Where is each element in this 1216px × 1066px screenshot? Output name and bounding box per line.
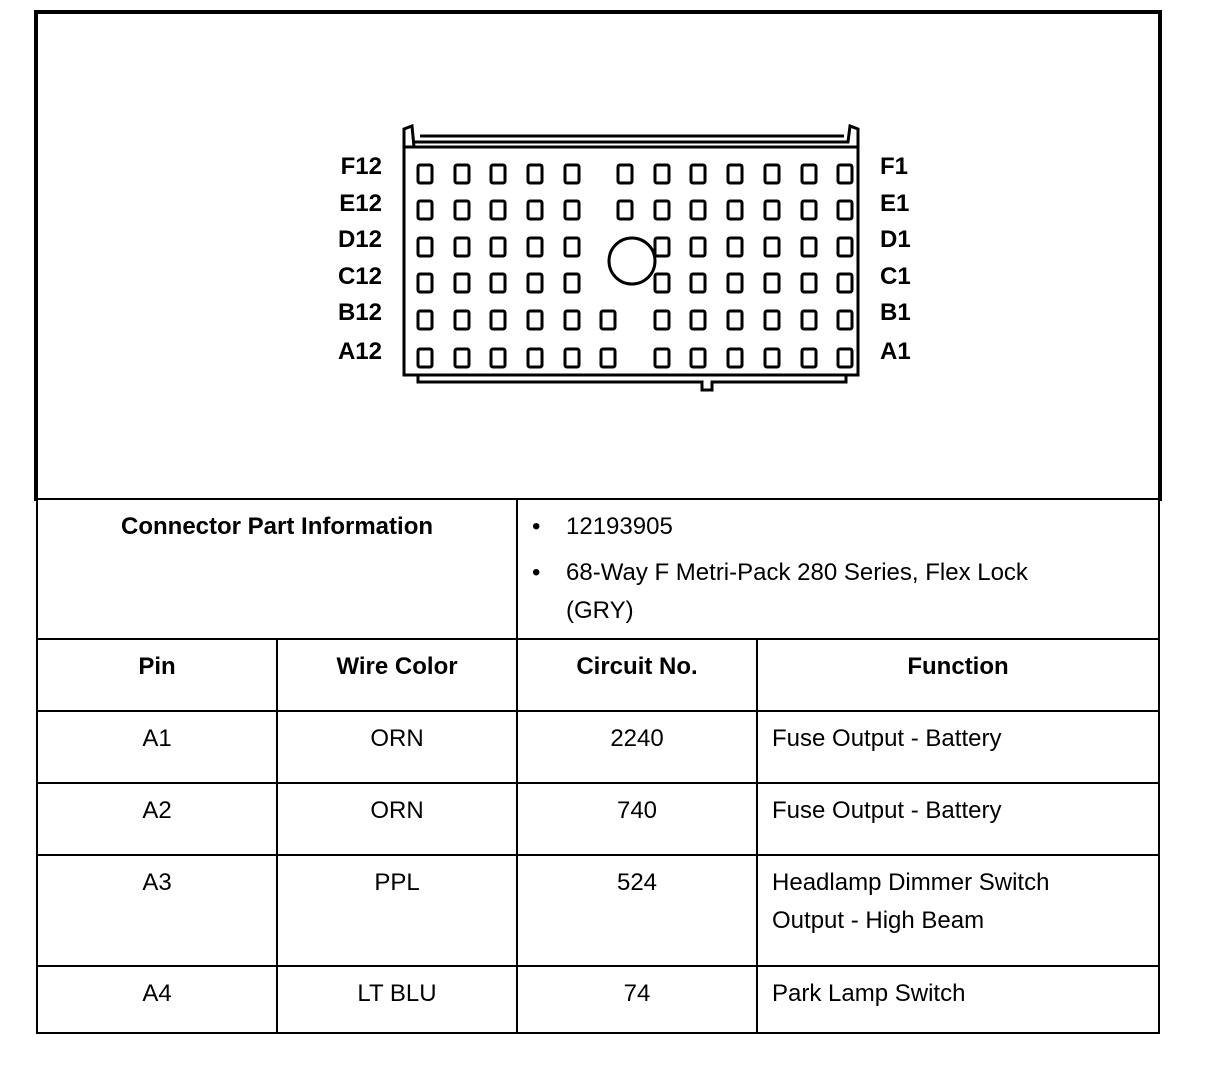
pin-cavity-f	[838, 165, 852, 183]
pin-cell: A1	[37, 711, 277, 783]
row-label-d12: D12	[337, 226, 382, 253]
pin-cavity-d	[728, 238, 742, 256]
row-label-f12: F12	[340, 153, 382, 180]
pin-cavity-b	[838, 311, 852, 329]
part-info-title: Connector Part Information	[37, 499, 517, 639]
bullet-icon: •	[532, 559, 541, 586]
row-label-c1: C1	[880, 263, 911, 290]
pin-cavity-e	[655, 201, 669, 219]
pin-cavity-e	[765, 201, 779, 219]
circuit-cell: 740	[517, 783, 757, 855]
pin-cavity-f	[618, 165, 632, 183]
pin-cavity-a	[655, 349, 669, 367]
pin-cavity-a	[728, 349, 742, 367]
connector-face-diagram	[38, 14, 1158, 501]
row-label-b1: B1	[880, 299, 911, 326]
pin-cavity-c	[802, 274, 816, 292]
part-info-item	[532, 554, 1086, 630]
pin-cavity-c	[691, 274, 705, 292]
pin-cavity-c	[528, 274, 542, 292]
pin-cavity-b	[691, 311, 705, 329]
pin-cavity-a	[491, 349, 505, 367]
pin-cavity-e	[491, 201, 505, 219]
pin-cavity-c	[655, 274, 669, 292]
circuit-cell: 2240	[517, 711, 757, 783]
pin-cavity-d	[418, 238, 432, 256]
pin-cavity-d	[765, 238, 779, 256]
part-number: 12193905	[566, 513, 673, 540]
wire-color-cell: ORN	[277, 711, 517, 783]
part-description: 68-Way F Metri-Pack 280 Series, Flex Lock (GRY)	[566, 559, 1028, 624]
center-bolt-hole	[609, 238, 655, 284]
pin-cavity-a	[528, 349, 542, 367]
table-row	[37, 855, 1159, 966]
pin-cavity-e	[528, 201, 542, 219]
row-labels-right	[880, 153, 911, 365]
pin-cavity-f	[802, 165, 816, 183]
row-label-d1: D1	[880, 226, 911, 253]
row-label-a12: A12	[337, 338, 382, 365]
pin-cell: A3	[37, 855, 277, 966]
pin-cavity-e	[418, 201, 432, 219]
pin-cavity-f	[418, 165, 432, 183]
function-cell: Fuse Output - Battery	[757, 711, 1159, 783]
row-label-c12: C12	[337, 263, 382, 290]
pin-cavity-d	[802, 238, 816, 256]
pin-cavity-a	[838, 349, 852, 367]
pin-cavity-f	[528, 165, 542, 183]
pin-cavity-f	[691, 165, 705, 183]
pin-cavity-a	[601, 349, 615, 367]
pin-cavity-a	[691, 349, 705, 367]
header-pin: Pin	[37, 639, 277, 711]
table-row	[37, 783, 1159, 855]
pin-cavity-d	[528, 238, 542, 256]
pin-cavity-e	[618, 201, 632, 219]
pin-cavity-grid	[418, 165, 852, 367]
pin-cavity-e	[691, 201, 705, 219]
header-wire-color: Wire Color	[277, 639, 517, 711]
wire-color-cell: ORN	[277, 783, 517, 855]
pin-cavity-b	[565, 311, 579, 329]
part-info-row	[37, 499, 1159, 639]
pin-cavity-d	[565, 238, 579, 256]
pin-cavity-f	[565, 165, 579, 183]
pin-cavity-a	[565, 349, 579, 367]
pin-cell: A2	[37, 783, 277, 855]
table-row	[37, 966, 1159, 1033]
pin-cavity-d	[691, 238, 705, 256]
part-info-item	[532, 508, 1158, 546]
function-text: Headlamp Dimmer Switch Output - High Beam	[772, 869, 1050, 934]
part-info-cell	[517, 499, 1159, 639]
header-row	[37, 639, 1159, 711]
wire-color-cell: LT BLU	[277, 966, 517, 1033]
pin-cavity-f	[728, 165, 742, 183]
function-cell	[757, 855, 1159, 966]
pin-cavity-d	[838, 238, 852, 256]
row-label-a1: A1	[880, 338, 911, 365]
pin-cavity-b	[528, 311, 542, 329]
connector-pinout-table	[36, 498, 1160, 1034]
pin-cavity-b	[802, 311, 816, 329]
pin-cavity-c	[838, 274, 852, 292]
pin-cavity-e	[455, 201, 469, 219]
pin-cavity-a	[455, 349, 469, 367]
pin-cavity-a	[418, 349, 432, 367]
pin-cavity-c	[418, 274, 432, 292]
row-label-e1: E1	[880, 190, 910, 217]
row-labels-left	[338, 153, 382, 365]
pin-cavity-b	[418, 311, 432, 329]
pin-cavity-d	[491, 238, 505, 256]
pin-cavity-c	[565, 274, 579, 292]
pin-cavity-e	[802, 201, 816, 219]
header-function: Function	[757, 639, 1159, 711]
pin-cavity-c	[765, 274, 779, 292]
row-label-f1: F1	[880, 153, 909, 180]
pin-cavity-b	[765, 311, 779, 329]
pin-cavity-a	[802, 349, 816, 367]
pin-cavity-e	[565, 201, 579, 219]
pin-cell: A4	[37, 966, 277, 1033]
pin-cavity-a	[765, 349, 779, 367]
pin-cavity-f	[765, 165, 779, 183]
pin-cavity-b	[728, 311, 742, 329]
pin-cavity-e	[838, 201, 852, 219]
table-row	[37, 711, 1159, 783]
pin-cavity-f	[455, 165, 469, 183]
function-cell: Fuse Output - Battery	[757, 783, 1159, 855]
pin-cavity-c	[728, 274, 742, 292]
bullet-icon: •	[532, 513, 541, 540]
pin-cavity-d	[455, 238, 469, 256]
pin-cavity-b	[455, 311, 469, 329]
circuit-cell: 74	[517, 966, 757, 1033]
pin-cavity-d	[655, 238, 669, 256]
pin-cavity-c	[491, 274, 505, 292]
circuit-cell: 524	[517, 855, 757, 966]
pin-cavity-f	[491, 165, 505, 183]
part-info-list	[518, 508, 1158, 630]
pin-cavity-e	[728, 201, 742, 219]
header-circuit-no: Circuit No.	[517, 639, 757, 711]
row-label-b12: B12	[337, 299, 382, 326]
connector-diagram-panel	[34, 10, 1162, 501]
function-cell: Park Lamp Switch	[757, 966, 1159, 1033]
pin-cavity-c	[455, 274, 469, 292]
row-label-e12: E12	[339, 190, 382, 217]
pin-cavity-b	[601, 311, 615, 329]
pin-cavity-b	[491, 311, 505, 329]
pin-cavity-b	[655, 311, 669, 329]
wire-color-cell: PPL	[277, 855, 517, 966]
pin-cavity-f	[655, 165, 669, 183]
